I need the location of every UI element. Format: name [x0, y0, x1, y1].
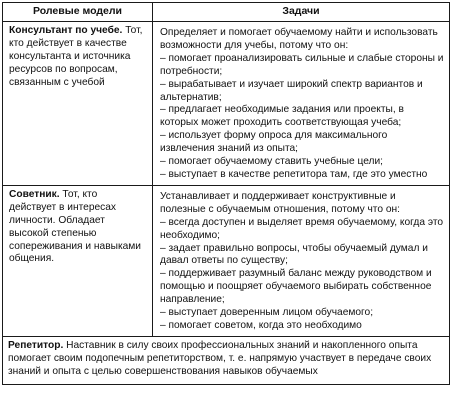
- task-consultant-item: – помогает обучаемому ставить учебные цели;: [160, 156, 384, 168]
- task-advisor-item: – помогает советом, когда это необходимо: [160, 319, 362, 331]
- header-role-models: Ролевые модели: [3, 3, 153, 22]
- table-row-tutor: [3, 336, 450, 384]
- task-consultant-item: – выступает в качестве репетитора там, где это уместно: [160, 168, 428, 180]
- table-row-advisor: [3, 185, 450, 336]
- task-advisor-item: – всегда доступен и выделяет время обучаемому, когда это необходимо;: [160, 216, 444, 241]
- task-advisor-item: – поддерживает разумный баланс между руководством и помощью и поощряет обучаемого выбирать собственное направление;: [160, 268, 432, 306]
- role-desc-tutor: Наставник в силу своих профессиональных знаний и накопленного опыта помогает своим подопечным репетиторством, т. е. напрямую участвует в передаче своих знаний и опыта с целью совершенствования навыков обучаемых: [8, 339, 432, 377]
- header-tasks: Задачи: [153, 3, 450, 22]
- task-consultant-item: – вырабатывает и изучает широкий спектр вариантов и альтернатив;: [160, 78, 423, 103]
- tutor-paragraph: [8, 340, 445, 379]
- role-cell-advisor: [3, 185, 153, 336]
- table-row-consultant: [3, 22, 450, 186]
- task-consultant-item: – использует форму опроса для максимального извлечения знаний из опыта;: [160, 130, 388, 155]
- tasks-cell-advisor: [153, 185, 450, 336]
- role-cell-consultant: [3, 22, 153, 186]
- tutor-cell: [3, 336, 450, 384]
- role-desc-advisor: Тот, кто действует в интересах личности. Обладает высокой степенью сопереживания и навыками общения.: [9, 188, 141, 265]
- tasks-cell-consultant: [153, 22, 450, 186]
- task-consultant-item: – помогает проанализировать сильные и слабые стороны и потребности;: [160, 52, 444, 77]
- role-name-tutor: Репетитор.: [8, 339, 64, 351]
- task-advisor-item: – задает правильно вопросы, чтобы обучаемый думал и давал ответы по существу;: [160, 242, 428, 267]
- task-consultant-item: – предлагает необходимые задания или проекты, в которых может проходить соответствующая учеба;: [160, 104, 404, 129]
- role-name-consultant: Консультант по учебе.: [9, 25, 123, 36]
- task-advisor-intro: Устанавливает и поддерживает конструктивные и полезные с обучаемым отношения, потому что он:: [160, 190, 400, 215]
- tutor-cell-content: [8, 340, 445, 384]
- task-consultant-intro: Определяет и помогает обучаемому найти и использовать возможности для учебы, потому что он:: [160, 27, 438, 51]
- roles-table: [2, 2, 450, 385]
- role-desc-consultant: Тот, кто действует в качестве консультанта и источника ресурсов по вопросам, связанным с учебой: [9, 25, 143, 88]
- role-name-advisor: Советник.: [9, 188, 60, 200]
- task-advisor-item: – выступает доверенным лицом обучаемого;: [160, 307, 374, 319]
- table-header-row: [3, 3, 450, 22]
